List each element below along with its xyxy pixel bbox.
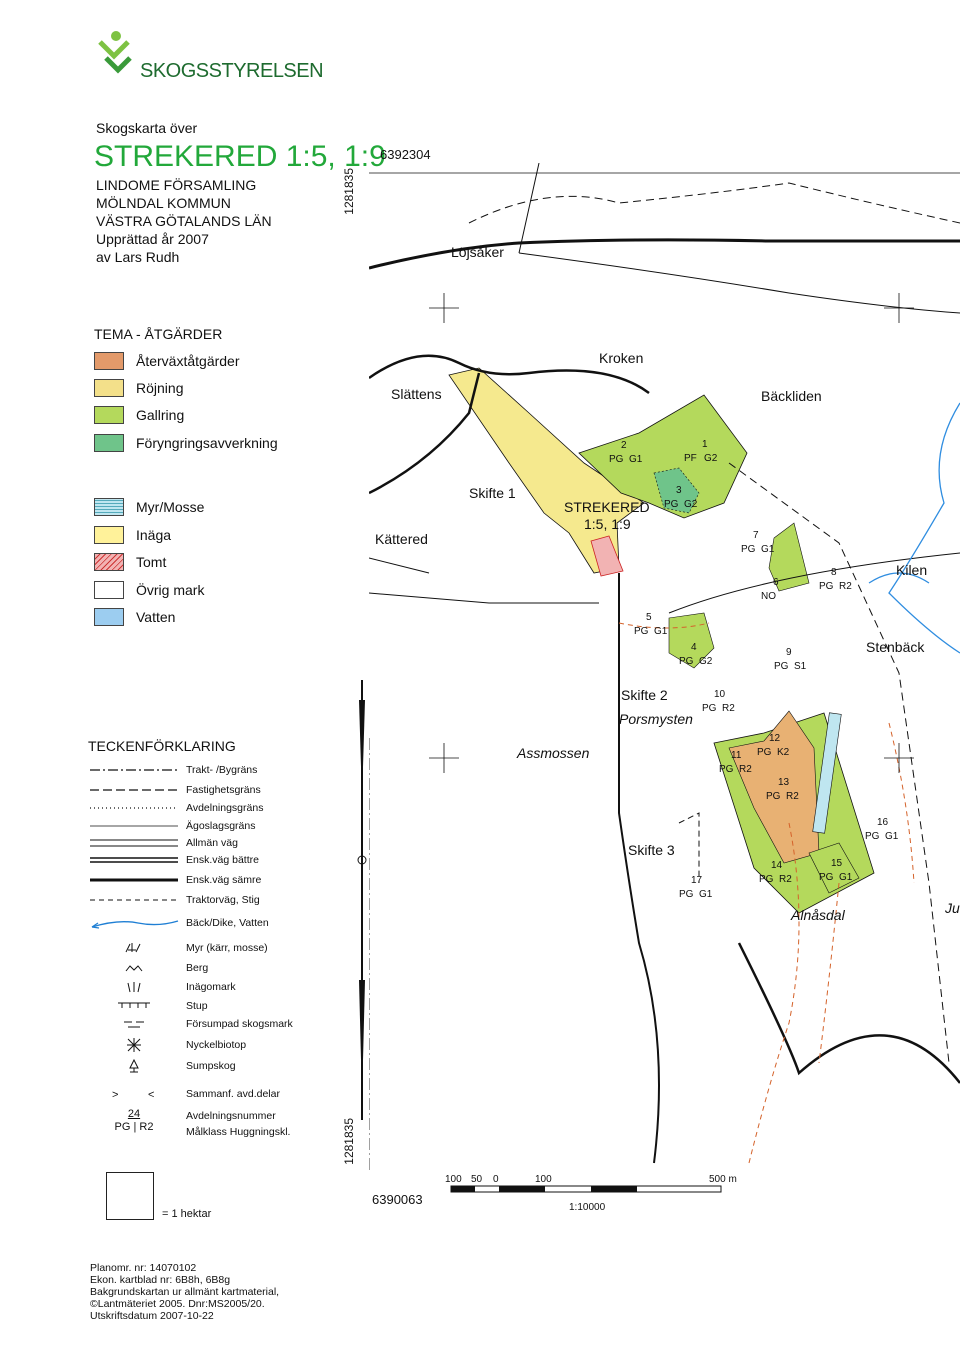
coord-left-bottom: 1281835 [342, 1118, 356, 1165]
symbol-row [88, 872, 261, 888]
symbol-label: Sammanf. avd.delar [186, 1088, 280, 1100]
legend-item [94, 524, 171, 546]
stand-label-example [88, 1108, 180, 1134]
svg-text:11: 11 [731, 750, 742, 761]
symbol-label: Ägoslagsgräns [186, 820, 256, 832]
map-title: STREKERED 1:5, 1:9 [94, 140, 386, 173]
svg-text:PG: PG [609, 454, 624, 465]
symbol-row [88, 800, 263, 816]
scale-tick: 0 [493, 1174, 499, 1185]
place-kattered: Kättered [375, 531, 428, 547]
svg-text:14: 14 [771, 860, 783, 871]
info-line: VÄSTRA GÖTALANDS LÄN [96, 213, 272, 229]
logo-mark-icon [100, 31, 130, 70]
map-info [96, 176, 272, 266]
symbol-row [186, 1124, 290, 1140]
map-subtitle: Skogskarta över [96, 120, 198, 136]
scale-tick: 500 m [709, 1174, 737, 1185]
symbol-row [88, 852, 259, 868]
symbol-row [88, 835, 238, 851]
legend-label: Röjning [136, 380, 184, 396]
stand-label-5 [634, 612, 668, 637]
stand-label-7 [741, 530, 775, 555]
svg-text:12: 12 [769, 733, 781, 744]
fastighet-dashed [469, 183, 960, 223]
coord-bottom: 6390063 [372, 1192, 423, 1207]
svg-text:PG: PG [664, 499, 679, 510]
scale-bar [445, 1172, 765, 1222]
svg-text:1: 1 [702, 439, 708, 450]
road-double-icon [88, 835, 180, 851]
symbol-row [88, 915, 269, 931]
swatch [94, 434, 124, 452]
swatch [94, 581, 124, 599]
symbol-label: Allmän väg [186, 837, 238, 849]
stand-label-17 [679, 875, 713, 900]
scale-tick: 100 [445, 1174, 462, 1185]
road-thick-double-icon [88, 852, 180, 868]
marsh-icon [88, 940, 180, 956]
stand-label-16 [865, 817, 899, 842]
map-lines [369, 163, 960, 1173]
info-line: av Lars Rudh [96, 249, 180, 265]
svg-text:6: 6 [773, 577, 779, 588]
symbol-label: Inägomark [186, 981, 236, 993]
svg-text:13: 13 [778, 777, 790, 788]
svg-text:PG: PG [741, 544, 756, 555]
swatch [94, 526, 124, 544]
symbol-row [88, 1086, 280, 1102]
legend-label: Föryngringsavverkning [136, 435, 278, 451]
forest-map [369, 163, 960, 1173]
border-skifte1-b [369, 558, 429, 573]
symbol-row [88, 892, 260, 908]
symbol-row [88, 782, 261, 798]
footer-line: Planomr. nr: 14070102 [90, 1262, 197, 1274]
example-class: PG | R2 [114, 1121, 154, 1133]
symbol-row [186, 1108, 276, 1124]
symbol-legend-title: TECKENFÖRKLARING [88, 738, 236, 754]
grid-crosses [429, 293, 914, 773]
svg-text:10: 10 [714, 689, 726, 700]
svg-text:S1: S1 [794, 661, 807, 672]
line-dashdot-icon [88, 762, 180, 778]
svg-text:R2: R2 [839, 581, 852, 592]
symbol-label: Fastighetsgräns [186, 784, 261, 796]
legend-label: Tomt [136, 554, 167, 570]
place-alnasdal: Alnåsdal [791, 907, 845, 923]
svg-text:R2: R2 [786, 791, 799, 802]
symbol-row [88, 960, 208, 976]
scale-ratio: 1:10000 [569, 1202, 606, 1213]
stand-polygons [449, 368, 874, 913]
symbol-label: Bäck/Dike, Vatten [186, 917, 269, 929]
symbol-label: Stup [186, 1000, 208, 1012]
info-line: MÖLNDAL KOMMUN [96, 195, 231, 211]
place-strekered: STREKERED [564, 499, 650, 515]
symbol-label: Avdelningsgräns [186, 802, 264, 814]
legend-item [94, 579, 204, 601]
svg-text:PG: PG [819, 581, 834, 592]
cliff-icon [88, 998, 180, 1014]
symbol-label: Nyckelbiotop [186, 1039, 247, 1051]
place-strekered-nr: 1:5, 1:9 [584, 516, 631, 532]
svg-text:PG: PG [634, 626, 649, 637]
merged-parts-icon [88, 1086, 180, 1102]
legend-label: Inäga [136, 527, 172, 543]
legend-label: Gallring [136, 407, 185, 423]
legend-item [94, 350, 240, 372]
legend-item [94, 496, 204, 518]
symbol-row [88, 762, 257, 778]
legend-label: Övrig mark [136, 582, 205, 598]
dashed-skifte3 [679, 813, 699, 883]
left-edge-marks [355, 680, 369, 1120]
svg-text:PG: PG [774, 661, 789, 672]
water-streams [869, 403, 960, 653]
swatch [94, 498, 124, 516]
legend-item [94, 404, 184, 426]
symbol-label: Trakt- /Bygräns [186, 764, 258, 776]
footer-notes [90, 1262, 279, 1322]
stand-label-9 [774, 647, 807, 672]
swamp-forest-icon [88, 1058, 180, 1074]
svg-text:16: 16 [877, 817, 889, 828]
theme-title: TEMA - ÅTGÄRDER [94, 326, 223, 342]
svg-text:G1: G1 [699, 889, 713, 900]
symbol-label: Försumpad skogsmark [186, 1018, 293, 1030]
symbol-label: Avdelningsnummer [186, 1110, 276, 1122]
footer-line: Utskriftsdatum 2007-10-22 [90, 1310, 214, 1322]
symbol-row [88, 979, 236, 995]
swatch [94, 406, 124, 424]
svg-text:R2: R2 [722, 703, 735, 714]
svg-text:PG: PG [679, 889, 694, 900]
legend-label: Återväxtåtgärder [136, 353, 240, 369]
symbol-row [88, 1058, 236, 1074]
key-biotope-icon [88, 1037, 180, 1053]
swatch [94, 379, 124, 397]
stand-label-6 [761, 577, 779, 602]
svg-text:G1: G1 [629, 454, 643, 465]
brand-name: SKOGSSTYRELSEN [140, 60, 324, 82]
symbol-row [88, 998, 208, 1014]
info-line: LINDOME FÖRSAMLING [96, 177, 257, 193]
stand-label-10 [702, 689, 735, 714]
scale-tick: 100 [535, 1174, 552, 1185]
legend-label: Myr/Mosse [136, 499, 205, 515]
svg-text:PG: PG [679, 656, 694, 667]
swampy-forest-icon [88, 1016, 180, 1032]
place-skifte2: Skifte 2 [621, 687, 668, 703]
scale-tick: 50 [471, 1174, 483, 1185]
symbol-label: Traktorväg, Stig [186, 894, 260, 906]
svg-text:PG: PG [819, 872, 834, 883]
svg-text:R2: R2 [739, 764, 752, 775]
place-skifte1: Skifte 1 [469, 485, 516, 501]
symbol-row [88, 940, 268, 956]
svg-text:7: 7 [753, 530, 759, 541]
swatch [94, 352, 124, 370]
swatch [94, 553, 124, 571]
example-number: 24 [127, 1108, 141, 1120]
symbol-label: Ensk.väg bättre [186, 854, 259, 866]
place-kroken: Kroken [599, 350, 644, 366]
legend-label: Vatten [136, 609, 176, 625]
svg-text:PG: PG [759, 874, 774, 885]
long-road-south [619, 573, 659, 1163]
symbol-label: Berg [186, 962, 209, 974]
footer-line: Bakgrundskartan ur allmänt kartmaterial, [90, 1286, 280, 1298]
legend-item [94, 606, 175, 628]
road-east [739, 943, 960, 1083]
svg-text:G2: G2 [699, 656, 713, 667]
svg-text:G1: G1 [654, 626, 668, 637]
symbol-label: Sumpskog [186, 1060, 236, 1072]
svg-text:15: 15 [831, 858, 843, 869]
svg-text:PG: PG [757, 747, 772, 758]
svg-text:G1: G1 [761, 544, 775, 555]
svg-text:PG: PG [719, 764, 734, 775]
place-porsmysten: Porsmysten [619, 711, 693, 727]
road-north [519, 163, 960, 313]
symbol-label: Myr (kärr, mosse) [186, 942, 268, 954]
place-labels [375, 244, 960, 923]
place-assmossen: Assmossen [517, 745, 590, 761]
place-skifte3: Skifte 3 [628, 842, 675, 858]
svg-text:G2: G2 [684, 499, 698, 510]
tractor-trails [619, 623, 914, 1163]
footer-line: Ekon. kartblad nr: 6B8h, 6B8g [90, 1274, 231, 1286]
track-dashed-icon [88, 892, 180, 908]
svg-text:PG: PG [702, 703, 717, 714]
svg-text:G2: G2 [704, 453, 718, 464]
place-stenback: Stenbäck [866, 639, 925, 655]
footer-line: ©Lantmäteriet 2005. Dnr:MS2005/20. [90, 1298, 265, 1310]
info-line: Upprättad år 2007 [96, 231, 209, 247]
symbol-row [88, 1037, 246, 1053]
symbol-row [88, 818, 255, 834]
place-kilen: Kilen [896, 562, 928, 578]
symbol-label: Målklass Huggningskl. [186, 1126, 291, 1138]
svg-text:PF: PF [684, 453, 697, 464]
legend-item [94, 377, 183, 399]
symbol-row [88, 1016, 293, 1032]
place-slattens: Slättens [391, 386, 442, 402]
svg-text:PG: PG [865, 831, 880, 842]
svg-text:3: 3 [676, 485, 682, 496]
svg-text:NO: NO [761, 591, 776, 602]
svg-text:9: 9 [786, 647, 792, 658]
svg-text:PG: PG [766, 791, 781, 802]
svg-text:K2: K2 [777, 747, 790, 758]
place-backliden: Bäckliden [761, 388, 822, 404]
farmland-icon [88, 979, 180, 995]
hectare-label: = 1 hektar [162, 1208, 212, 1220]
swatch [94, 608, 124, 626]
svg-text:8: 8 [831, 567, 837, 578]
legend-item [94, 551, 166, 573]
coord-top: 6392304 [380, 147, 431, 162]
svg-text:5: 5 [646, 612, 652, 623]
svg-text:<: < [148, 1089, 155, 1101]
stand-label-8 [819, 567, 852, 592]
line-dashed-icon [88, 782, 180, 798]
symbol-label: Ensk.väg sämre [186, 874, 262, 886]
legend-item [94, 432, 278, 454]
hectare-square [106, 1172, 154, 1220]
svg-text:>: > [112, 1089, 119, 1101]
svg-text:2: 2 [621, 440, 627, 451]
place-lojsaker: Löjsåker [451, 244, 504, 260]
place-ju: Ju [945, 900, 960, 916]
stream-icon [88, 915, 180, 931]
coord-left-top: 1281835 [342, 168, 356, 215]
line-dotted-icon [88, 800, 180, 816]
svg-text:G1: G1 [839, 872, 853, 883]
svg-text:R2: R2 [779, 874, 792, 885]
rock-icon [88, 960, 180, 976]
line-thin-icon [88, 818, 180, 834]
svg-text:G1: G1 [885, 831, 899, 842]
border-skifte1 [369, 593, 599, 603]
svg-text:4: 4 [691, 642, 697, 653]
svg-text:17: 17 [691, 875, 703, 886]
road-thick-icon [88, 872, 180, 888]
